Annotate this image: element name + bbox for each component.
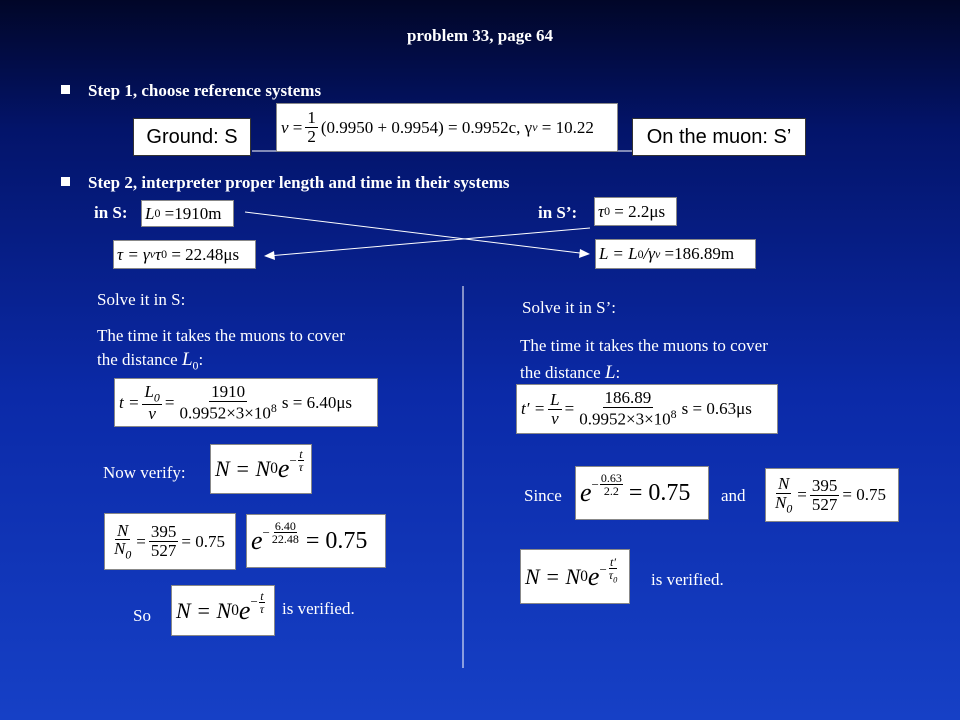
tau0-sub: 0 — [604, 204, 611, 218]
right-desc-colon: : — [615, 363, 621, 382]
decay-sub0: 0 — [270, 460, 278, 477]
left-so-decay-law — [171, 585, 275, 636]
left-ratio-den — [112, 540, 133, 561]
velocity-value: (0.9950 + 0.9954) = 0.9952c, γ — [320, 117, 533, 137]
right-exp-exponent — [592, 472, 623, 497]
tau-eq-mid: τ — [155, 244, 162, 264]
right-decay-minus: − — [599, 561, 607, 577]
ground-frame-label: Ground: S — [146, 125, 238, 148]
in-s-prime-label: in S’: — [538, 203, 578, 222]
right-decay-law — [520, 549, 630, 604]
slide-title: problem 33, page 64 — [406, 26, 554, 45]
right-ratio-f-den: 527 — [811, 494, 838, 514]
bullet-square-icon — [61, 177, 70, 186]
L-eq-subv: v — [654, 246, 661, 261]
left-desc-line2 — [97, 348, 345, 377]
right-ratio-den — [773, 494, 794, 515]
left-time-equation: t = $\frac{L_0}{v}$ = $\frac{1910}{0.9952\times 3\times 10^8}$ s = 6.40μs — [114, 378, 378, 427]
right-decay-tau0-text: τ — [608, 567, 614, 582]
gamma-value: = 10.22 — [541, 117, 594, 137]
left-frac1-den: v — [148, 403, 156, 423]
right-frac2-den-text: 0.9952×3×10 — [579, 409, 671, 429]
muon-frame-box — [632, 118, 806, 156]
right-exp-den: 2.2 — [603, 484, 619, 498]
left-ratio-f-num: 395 — [150, 522, 177, 542]
left-desc-var: L — [181, 349, 193, 370]
tau-eq-subv: v — [149, 247, 156, 261]
left-desc-sub: 0 — [192, 358, 199, 373]
half-den: 2 — [307, 127, 316, 146]
decay-e: e — [277, 454, 290, 483]
right-exp-equation — [575, 466, 709, 520]
L0-value: =1910m — [164, 203, 222, 223]
right-heading: Solve it in S’: — [522, 298, 616, 317]
so-decay-minus: − — [250, 594, 258, 609]
right-ratio-den-text: N — [775, 492, 787, 512]
left-verified-label: is verified. — [282, 599, 355, 618]
right-exp — [580, 471, 623, 508]
left-frac2-den — [177, 402, 278, 423]
velocity-symbol: v — [281, 117, 289, 137]
right-decay-sub0: 0 — [580, 567, 588, 585]
right-decay-exponent — [599, 556, 618, 585]
left-frac2 — [177, 383, 278, 422]
ground-frame-box — [133, 118, 251, 156]
so-decay-t: t — [260, 588, 264, 603]
so-decay-frac — [259, 590, 265, 615]
left-exp — [251, 519, 300, 556]
L-eq-lhs: L = L — [599, 244, 638, 263]
left-frac1 — [142, 383, 161, 423]
left-desc-line2-text: the distance — [97, 350, 182, 369]
left-frac2-den-text: 0.9952×3×10 — [179, 403, 271, 423]
left-exp-minus: − — [262, 524, 270, 540]
L-symbol: L — [145, 203, 155, 223]
since-label: Since — [524, 486, 562, 505]
right-ratio-den-sub: 0 — [786, 501, 793, 516]
arrow-head-right — [579, 249, 590, 258]
gamma-sub: v — [532, 120, 538, 134]
tau0-value: = 2.2μs — [614, 201, 666, 221]
right-decay-tau0 — [608, 569, 618, 585]
left-frac2-num: 1910 — [211, 381, 246, 401]
left-ratio-frac — [112, 522, 133, 562]
right-frac1-num: L — [550, 389, 560, 409]
so-decay-exponent — [250, 590, 265, 615]
right-frac2-den — [577, 408, 678, 429]
left-ratio-value: = 0.75 — [181, 531, 225, 551]
right-frac2-num: 186.89 — [604, 388, 652, 408]
right-frac2 — [577, 389, 678, 428]
left-exp-equation — [246, 514, 386, 568]
step2-text: Step 2, interpreter proper length and time in their systems — [88, 173, 510, 192]
right-frac1-den: v — [551, 408, 559, 428]
right-exp-minus: − — [591, 476, 599, 492]
decay-mini-frac — [298, 448, 304, 473]
step1-bullet — [61, 81, 321, 101]
left-decay-law — [210, 444, 312, 494]
right-desc-line2-text: the distance — [520, 363, 605, 382]
right-frac2-den-sup: 8 — [670, 407, 677, 422]
left-frac1-num-text: L — [144, 381, 154, 401]
so-decay-sub0: 0 — [231, 601, 239, 619]
left-frac2-den-sup: 8 — [270, 400, 277, 415]
decay-exp — [277, 447, 304, 484]
so-decay-e: e — [238, 595, 251, 625]
right-desc-line2 — [520, 359, 768, 386]
right-time-equation: t′ = $\frac{L}{v}$ = $\frac{186.89}{0.9952\times 3\times 10^8}$ s = 0.63μs — [516, 384, 778, 434]
left-exp-den: 22.48 — [271, 532, 299, 546]
left-exp-value: = 0.75 — [305, 527, 368, 554]
so-decay-exp — [238, 588, 265, 626]
decay-t: t — [299, 447, 303, 461]
left-exp-frac — [271, 520, 300, 545]
L-eq-value: =186.89m — [664, 244, 735, 263]
now-verify-label: Now verify: — [103, 463, 186, 482]
and-label: and — [721, 486, 746, 505]
right-decay-frac — [608, 556, 618, 585]
left-t-value: s = 6.40μs — [281, 392, 353, 412]
left-ratio-f-den: 527 — [150, 541, 177, 560]
right-t-lhs: t′ = — [521, 399, 546, 418]
in-s-label: in S: — [94, 203, 128, 222]
arrow-head-left — [264, 251, 275, 260]
right-exp-value: = 0.75 — [628, 479, 691, 506]
step2-bullet — [61, 173, 510, 193]
right-exp-num: 0.63 — [600, 471, 622, 485]
L0-sub: 0 — [154, 206, 161, 220]
so-decay-tau: τ — [259, 601, 265, 616]
L-eq-sub0: 0 — [637, 246, 644, 261]
right-decay-tau0-sub: 0 — [613, 574, 618, 584]
L-eq-slash: /γ — [643, 244, 655, 263]
left-exp-num: 6.40 — [274, 519, 296, 533]
right-ratio-equation: $\frac{N}{N_0}$ = $\frac{395}{527}$ = 0.75 — [765, 468, 899, 522]
L0-equation — [141, 200, 234, 227]
tau-eq-sub0: 0 — [161, 247, 168, 261]
right-exp-frac — [600, 472, 623, 497]
tau-eq-value: = 22.48μs — [171, 244, 240, 264]
muon-frame-label: On the muon: S’ — [646, 125, 792, 148]
left-ratio-den-sub: 0 — [125, 547, 132, 562]
left-exp-e: e — [251, 526, 263, 555]
left-desc-line1: The time it takes the muons to cover — [97, 326, 345, 345]
right-decay-tprime: t′ — [610, 554, 617, 569]
tau-dilation-equation — [113, 240, 256, 269]
right-desc-line1: The time it takes the muons to cover — [520, 336, 768, 355]
right-exp-e: e — [580, 478, 592, 507]
left-frac1-num — [142, 383, 161, 405]
right-decay-e: e — [587, 561, 600, 591]
left-heading: Solve it in S: — [97, 290, 186, 309]
tau-eq-lhs: τ = γ — [117, 244, 150, 264]
left-ratio-frac2 — [149, 523, 179, 560]
tau-symbol: τ — [598, 201, 605, 221]
decay-minus: − — [289, 452, 297, 468]
decay-lhs: N = N — [215, 456, 271, 481]
arrow-tau0-to-tau — [268, 228, 590, 256]
velocity-equation: v = $\frac{1}{2}$ (0.9950 + 0.9954) = 0.9952c, γ v = 10.22 — [276, 103, 618, 152]
right-desc-var: L — [604, 362, 616, 383]
left-t-lhs: t = — [119, 392, 140, 412]
right-decay-exp — [587, 554, 618, 592]
bullet-square-icon — [61, 85, 70, 94]
right-verified-label: is verified. — [651, 570, 724, 589]
step1-text: Step 1, choose reference systems — [88, 81, 322, 100]
right-frac1 — [548, 391, 561, 428]
so-decay-lhs: N = N — [176, 597, 232, 623]
left-description — [97, 324, 345, 377]
decay-tau: τ — [298, 460, 304, 474]
left-desc-colon: : — [198, 350, 204, 369]
left-ratio-equation: $\frac{N}{N_0}$ = $\frac{395}{527}$ = 0.75 — [104, 513, 236, 570]
right-description — [520, 332, 768, 386]
half-num: 1 — [307, 108, 316, 128]
right-decay-lhs: N = N — [525, 563, 581, 589]
length-contraction-equation — [595, 239, 756, 269]
left-ratio-den-text: N — [114, 539, 126, 559]
decay-exponent — [289, 448, 304, 473]
half-fraction — [305, 109, 318, 146]
so-label: So — [133, 606, 151, 625]
right-ratio-frac — [773, 475, 794, 515]
right-ratio-value: = 0.75 — [842, 485, 886, 504]
left-exp-exponent — [263, 520, 300, 545]
right-ratio-frac2 — [810, 477, 840, 514]
right-ratio-num: N — [777, 474, 790, 494]
right-t-value: s = 0.63μs — [681, 399, 752, 418]
left-frac1-num-sub: 0 — [153, 390, 160, 405]
tau0-equation — [594, 197, 677, 226]
left-ratio-num: N — [116, 520, 129, 540]
right-ratio-f-num: 395 — [811, 475, 838, 495]
